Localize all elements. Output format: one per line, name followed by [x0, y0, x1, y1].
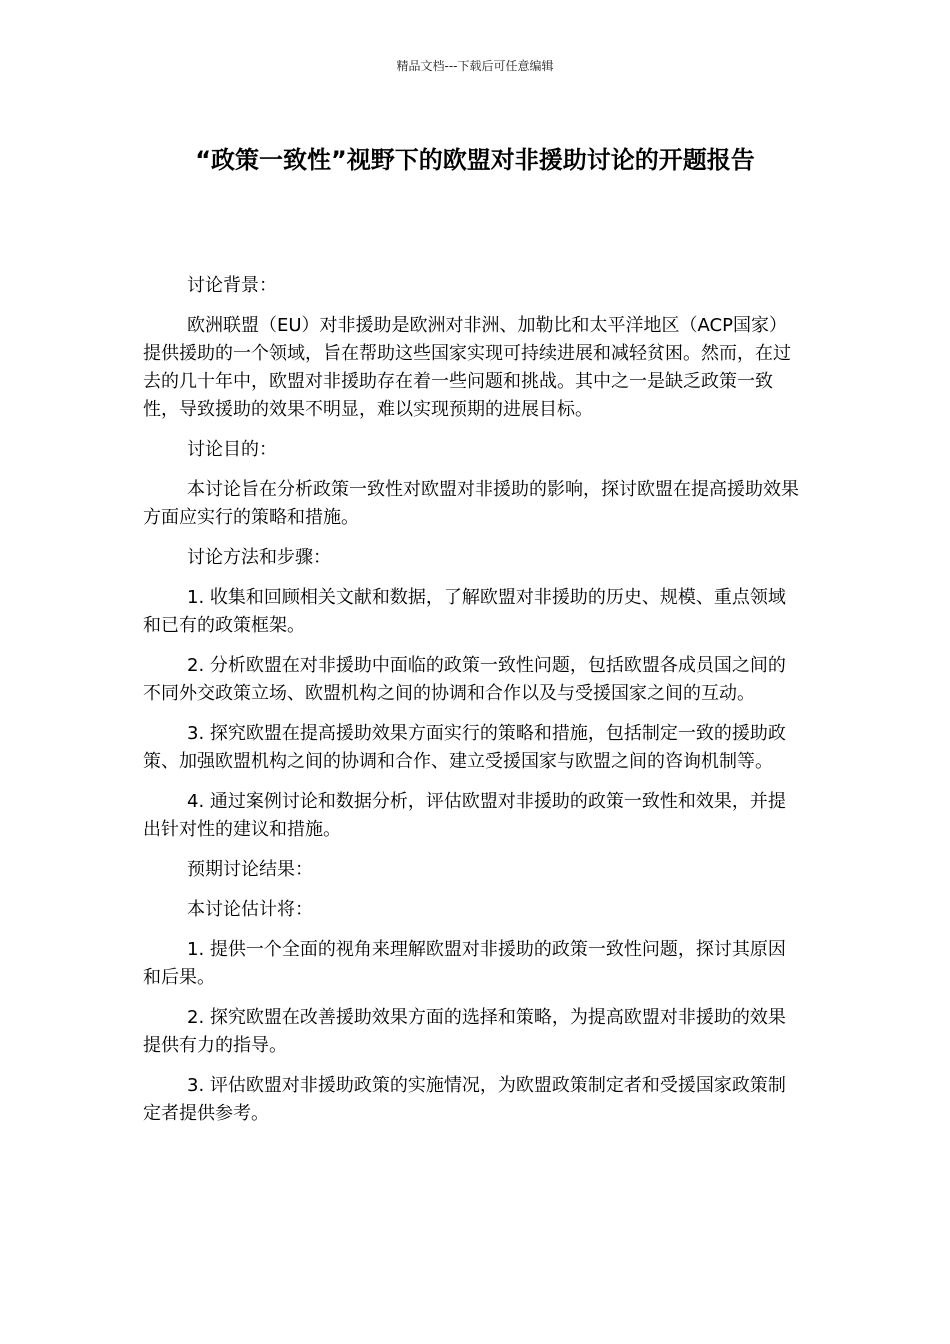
expected-result-3: 3. 评估欧盟对非援助政策的实施情况，为欧盟政策制定者和受援国家政策制定者提供参考。 [143, 1075, 786, 1124]
section-heading-methods: 讨论方法和步骤： [187, 547, 331, 568]
document-title: “政策一致性”视野下的欧盟对非援助讨论的开题报告 [195, 146, 755, 174]
document-body [143, 272, 803, 1140]
section-heading-background: 讨论背景： [187, 275, 277, 296]
method-step-1: 1. 收集和回顾相关文献和数据，了解欧盟对非援助的历史、规模、重点领域和已有的政策框架。 [143, 587, 786, 636]
expected-results-intro: 本讨论估计将： [187, 899, 313, 920]
expected-result-2: 2. 探究欧盟在改善援助效果方面的选择和策略，为提高欧盟对非援助的效果提供有力的指导。 [143, 1007, 786, 1056]
purpose-paragraph: 本讨论旨在分析政策一致性对欧盟对非援助的影响，探讨欧盟在提高援助效果方面应实行的策略和措施。 [143, 479, 799, 528]
background-paragraph: 欧洲联盟（EU）对非援助是欧洲对非洲、加勒比和太平洋地区（ACP国家）提供援助的一个领域，旨在帮助这些国家实现可持续进展和减轻贫困。然而，在过去的几十年中，欧盟对非援助存在着一些问题和挑战。其中之一是缺乏政策一致性，导致援助的效果不明显，难以实现预期的进展目标。 [143, 315, 791, 420]
expected-result-1: 1. 提供一个全面的视角来理解欧盟对非援助的政策一致性问题，探讨其原因和后果。 [143, 939, 786, 988]
section-heading-expected-results: 预期讨论结果： [187, 859, 313, 880]
method-step-2: 2. 分析欧盟在对非援助中面临的政策一致性问题，包括欧盟各成员国之间的不同外交政策立场、欧盟机构之间的协调和合作以及与受援国家之间的互动。 [143, 655, 786, 704]
method-step-4: 4. 通过案例讨论和数据分析，评估欧盟对非援助的政策一致性和效果，并提出针对性的建议和措施。 [143, 791, 786, 840]
section-heading-purpose: 讨论目的： [187, 439, 277, 460]
method-step-3: 3. 探究欧盟在提高援助效果方面实行的策略和措施，包括制定一致的援助政策、加强欧盟机构之间的协调和合作、建立受援国家与欧盟之间的咨询机制等。 [143, 723, 786, 772]
page-header-note: 精品文档---下载后可任意编辑 [396, 59, 554, 73]
